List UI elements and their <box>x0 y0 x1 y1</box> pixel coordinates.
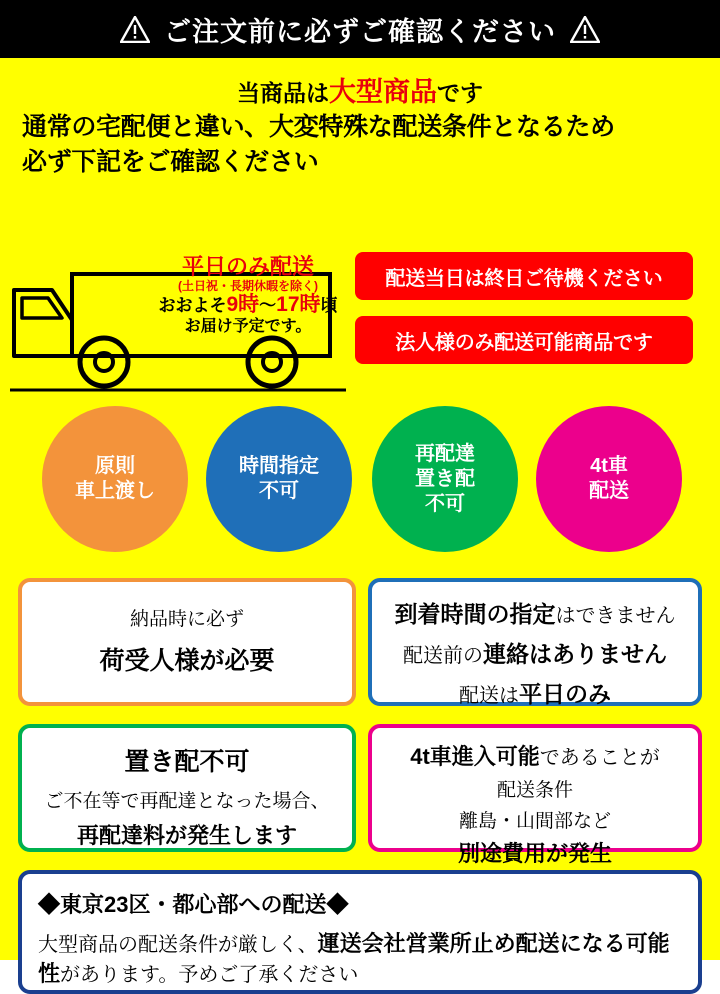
circle-badge-no-redelivery <box>372 406 518 552</box>
truck-label-line2: (土日祝・長期休暇を除く) <box>178 278 318 293</box>
circle4-line2: 配送 <box>589 480 629 502</box>
intro-line1-pre: 当商品は <box>237 80 329 106</box>
box4-text-1-rest: であることが <box>539 747 660 769</box>
truck-line3-mid: 〜 <box>259 296 277 316</box>
red-banner-standby: 配送当日は終日ご待機ください <box>355 252 693 300</box>
box1-text-2: 荷受人様が必要 <box>99 647 275 675</box>
warning-triangle-icon <box>120 16 150 43</box>
circle-badges <box>0 406 720 552</box>
box2-text-1 <box>372 596 698 629</box>
intro-line1-highlight: 大型商品 <box>329 77 437 107</box>
truck-label-line1: 平日のみ配送 <box>181 254 314 279</box>
box4-text-4: 別途費用が発生 <box>457 841 612 866</box>
circle1-line2: 車上渡し <box>75 480 155 502</box>
truck-label-line4: お届け予定です。 <box>184 317 312 335</box>
box4-text-3: 離島・山間部など <box>458 811 611 832</box>
box3-text-2: ご不在等で再配達となった場合、 <box>44 791 330 812</box>
header-banner <box>0 0 720 58</box>
info-box-no-unattended-delivery <box>18 724 356 852</box>
box4-text-2: 配送条件 <box>496 780 573 801</box>
box5-text-bold: 運送会社営業所止め配送になる可能性 <box>38 931 670 986</box>
notice-body <box>0 58 720 986</box>
circle-badge-curbside <box>42 406 188 552</box>
box3-text-1: 置き配不可 <box>124 748 250 776</box>
box2-text-3-bold: 平日のみ <box>519 681 611 707</box>
info-box-no-time-specification <box>368 578 702 706</box>
box2-text-1-rest: はできません <box>555 605 676 627</box>
circle4-line1: 4t車 <box>590 455 628 477</box>
circle1-line1: 原則 <box>95 455 135 477</box>
truck-line3-time1: 9時 <box>226 293 260 317</box>
truck-line3-post: 頃 <box>320 296 338 316</box>
intro-line1-post: です <box>437 80 483 106</box>
truck-line3-pre: おおよそ <box>158 296 227 316</box>
box2-text-3-pre: 配送は <box>459 685 519 707</box>
box4-text-1 <box>372 740 698 771</box>
circle3-line3: 不可 <box>425 492 465 515</box>
box2-text-2-pre: 配送前の <box>403 645 483 667</box>
circle3-line2: 置き配 <box>415 467 475 490</box>
box5-text-post: があります。予めご了承ください <box>60 964 359 986</box>
box3-text-3: 再配達料が発生します <box>76 823 297 848</box>
header-title: ご注文前に必ずご確認ください <box>164 16 556 47</box>
box2-text-2-bold: 連絡はありません <box>483 641 667 667</box>
truck-label <box>148 254 348 336</box>
red-banner-corporate-only: 法人様のみ配送可能商品です <box>355 316 693 364</box>
truck-label-line3 <box>148 293 348 317</box>
box2-text-1-bold: 到着時間の指定 <box>394 601 556 627</box>
truck-line3-time2: 17時 <box>276 293 321 317</box>
info-box-tokyo-23-wards <box>18 870 702 994</box>
box2-text-2 <box>372 636 698 669</box>
box5-text <box>38 929 682 989</box>
box5-title: ◆東京23区・都心部への配送◆ <box>38 892 349 917</box>
box2-text-3 <box>372 676 698 709</box>
circle-badge-no-time-spec <box>206 406 352 552</box>
intro-line-2: 通常の宅配便と違い、大変特殊な配送条件となるため 必ず下記をご確認ください <box>22 113 615 176</box>
intro-line-1 <box>0 70 720 109</box>
circle2-line1: 時間指定 <box>239 455 319 477</box>
box1-text-1: 納品時に必ず <box>129 609 244 630</box>
circle2-line2: 不可 <box>259 480 299 502</box>
circle3-line1: 再配達 <box>415 442 475 465</box>
box5-text-pre: 大型商品の配送条件が厳しく、 <box>38 934 318 956</box>
info-box-receiver-required <box>18 578 356 706</box>
info-box-truck-access <box>368 724 702 866</box>
warning-triangle-icon <box>570 16 600 43</box>
box4-text-1-bold: 4t車進入可能 <box>410 744 540 769</box>
circle-badge-4t-truck <box>536 406 682 552</box>
